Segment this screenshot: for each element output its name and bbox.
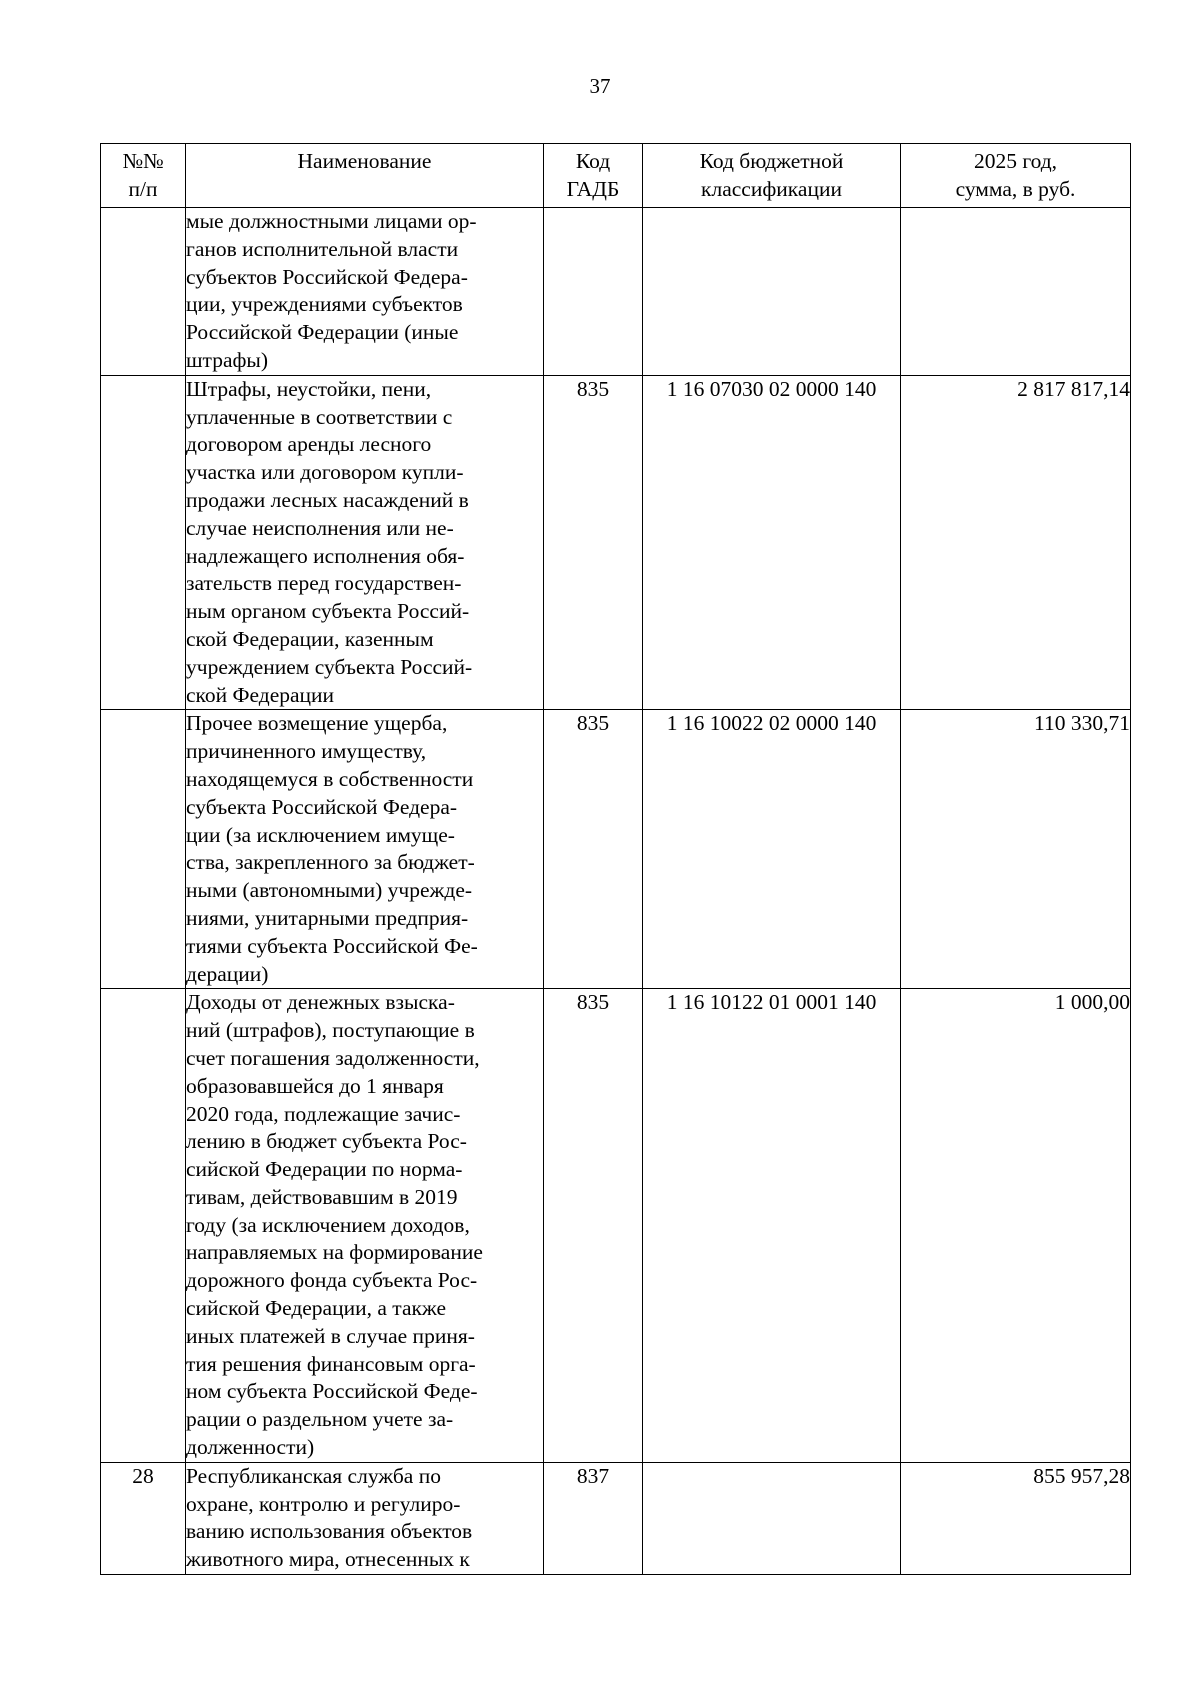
row-name-line: Прочее возмещение ущерба, bbox=[186, 711, 448, 736]
header-amount-2025 bbox=[901, 144, 1131, 208]
row-amount-cell: 855 957,28 bbox=[901, 1462, 1131, 1574]
row-name-line: ным органом субъекта Россий- bbox=[186, 599, 470, 624]
row-name-line: ными (автономными) учрежде- bbox=[186, 878, 473, 903]
row-amount-cell: 1 000,00 bbox=[901, 989, 1131, 1463]
row-name-line: ской Федерации bbox=[186, 682, 335, 707]
row-name-line: Штрафы, неустойки, пени, bbox=[186, 376, 432, 401]
row-name-cell bbox=[186, 208, 544, 376]
row-budget-code-cell bbox=[643, 208, 901, 376]
row-name-line: ства, закрепленного за бюджет- bbox=[186, 850, 475, 875]
table-body bbox=[101, 208, 1131, 1575]
row-name-line: Российской Федерации (иные bbox=[186, 320, 459, 345]
row-name-line: договором аренды лесного bbox=[186, 432, 432, 457]
row-name-line: тиями субъекта Российской Фе- bbox=[186, 933, 478, 958]
header-sum-line: 2025 год, bbox=[973, 149, 1058, 173]
row-name-line: году (за исключением доходов, bbox=[186, 1212, 470, 1237]
row-name-line: мые должностными лицами ор- bbox=[186, 209, 477, 233]
header-number-line: п/п bbox=[128, 177, 158, 201]
row-name-line: иных платежей в случае приня- bbox=[186, 1323, 475, 1348]
table-row bbox=[101, 710, 1131, 989]
header-gadb-code bbox=[544, 144, 643, 208]
table-row bbox=[101, 1462, 1131, 1574]
row-name-line: учреждением субъекта Россий- bbox=[186, 654, 473, 679]
row-gadb-code-cell bbox=[544, 208, 643, 376]
row-name-line: направляемых на формирование bbox=[186, 1240, 483, 1265]
row-number-cell bbox=[101, 375, 186, 710]
header-kbk-line: классификации bbox=[701, 177, 842, 201]
row-number-cell bbox=[101, 989, 186, 1463]
row-budget-code-cell bbox=[643, 1462, 901, 1574]
header-sum-line: сумма, в руб. bbox=[955, 177, 1076, 201]
row-gadb-code-cell: 835 bbox=[544, 989, 643, 1463]
row-name-line: ном субъекта Российской Феде- bbox=[186, 1379, 478, 1404]
row-name-line: причиненного имуществу, bbox=[186, 739, 427, 764]
row-name-line: находящемуся в собственности bbox=[186, 766, 474, 791]
row-name-cell bbox=[186, 710, 544, 989]
row-name-line: охране, контролю и регулиро- bbox=[186, 1491, 461, 1516]
row-name-line: лению в бюджет субъекта Рос- bbox=[186, 1129, 467, 1154]
header-number bbox=[101, 144, 186, 208]
row-name-line: ганов исполнительной власти bbox=[186, 236, 459, 261]
row-name-line: субъектов Российской Федера- bbox=[186, 264, 468, 289]
header-gadb-line: Код bbox=[575, 149, 611, 173]
row-name-line: продажи лесных насаждений в bbox=[186, 487, 469, 512]
row-name-line: счет погашения задолженности, bbox=[186, 1045, 480, 1070]
row-name-line: дорожного фонда субъекта Рос- bbox=[186, 1268, 478, 1293]
row-name-line: тия решения финансовым орга- bbox=[186, 1351, 476, 1376]
row-name-line: сийской Федерации по норма- bbox=[186, 1157, 463, 1182]
row-name-cell bbox=[186, 375, 544, 710]
row-budget-code-cell: 1 16 10122 01 0001 140 bbox=[643, 989, 901, 1463]
row-number-cell: 28 bbox=[101, 1462, 186, 1574]
row-name-line: случае неисполнения или не- bbox=[186, 515, 454, 540]
page-number: 37 bbox=[589, 74, 611, 98]
row-name-line: животного мира, отнесенных к bbox=[186, 1547, 470, 1572]
table-row bbox=[101, 208, 1131, 376]
row-name-line: рации о раздельном учете за- bbox=[186, 1407, 454, 1432]
header-number-line: №№ bbox=[122, 149, 164, 173]
row-name-line: штрафы) bbox=[186, 347, 269, 372]
row-name-line: субъекта Российской Федера- bbox=[186, 794, 458, 819]
row-name-line: 2020 года, подлежащие зачис- bbox=[186, 1101, 461, 1126]
row-number-cell bbox=[101, 710, 186, 989]
row-name-cell bbox=[186, 989, 544, 1463]
row-name-line: ний (штрафов), поступающие в bbox=[186, 1018, 475, 1043]
row-amount-cell: 110 330,71 bbox=[901, 710, 1131, 989]
row-name-line: сийской Федерации, а также bbox=[186, 1296, 447, 1321]
row-name-line: образовавшейся до 1 января bbox=[186, 1073, 444, 1098]
row-name-line: тивам, действовавшим в 2019 bbox=[186, 1184, 458, 1209]
row-budget-code-cell: 1 16 07030 02 0000 140 bbox=[643, 375, 901, 710]
row-gadb-code-cell: 835 bbox=[544, 375, 643, 710]
table-header-row bbox=[101, 144, 1131, 208]
row-name-line: надлежащего исполнения обя- bbox=[186, 543, 465, 568]
row-budget-code-cell: 1 16 10022 02 0000 140 bbox=[643, 710, 901, 989]
table-row bbox=[101, 375, 1131, 710]
row-gadb-code-cell: 835 bbox=[544, 710, 643, 989]
row-name-line: Доходы от денежных взыска- bbox=[186, 990, 455, 1015]
row-name-line: ции (за исключением имуще- bbox=[186, 822, 455, 847]
row-amount-cell bbox=[901, 208, 1131, 376]
header-kbk-line: Код бюджетной bbox=[699, 149, 844, 173]
row-name-line: долженности) bbox=[186, 1435, 315, 1460]
row-number-cell bbox=[101, 208, 186, 376]
budget-revenue-table bbox=[100, 143, 1131, 1575]
header-gadb-line: ГАДБ bbox=[566, 177, 620, 201]
header-name bbox=[186, 144, 544, 208]
table-row bbox=[101, 989, 1131, 1463]
row-name-line: ции, учреждениями субъектов bbox=[186, 292, 463, 317]
header-name-line: Наименование bbox=[297, 149, 432, 173]
row-name-line: дерации) bbox=[186, 961, 269, 986]
row-name-line: Республиканская служба по bbox=[186, 1463, 441, 1488]
row-name-line: зательств перед государствен- bbox=[186, 571, 462, 596]
row-name-cell bbox=[186, 1462, 544, 1574]
row-amount-cell: 2 817 817,14 bbox=[901, 375, 1131, 710]
row-name-line: участка или договором купли- bbox=[186, 460, 464, 485]
header-budget-classification-code bbox=[643, 144, 901, 208]
row-gadb-code-cell: 837 bbox=[544, 1462, 643, 1574]
row-name-line: ской Федерации, казенным bbox=[186, 626, 434, 651]
row-name-line: уплаченные в соответствии с bbox=[186, 404, 453, 429]
row-name-line: ниями, унитарными предприя- bbox=[186, 905, 469, 930]
row-name-line: ванию использования объектов bbox=[186, 1519, 473, 1544]
